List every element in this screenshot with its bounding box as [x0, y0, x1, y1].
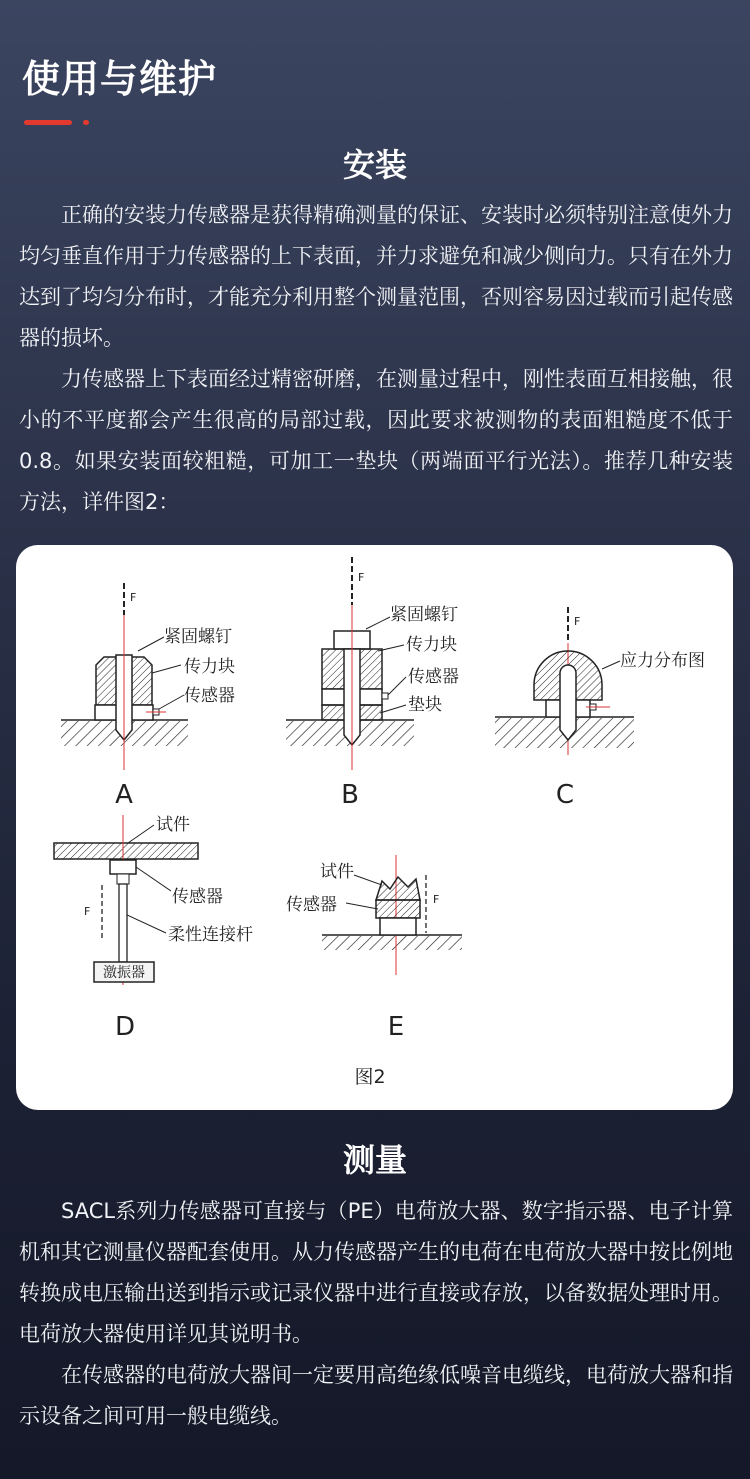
install-paragraph-2: 力传感器上下表面经过精密研磨，在测量过程中，刚性表面互相接触，很小的不平度都会产生很高的局部过载，因此要求被测物的表面粗糙度不低于0.8。如果安装面较粗糙，可加工一垫块（两端面平行光法）。推荐几种安装方法，详件图2：: [19, 367, 733, 514]
measure-paragraph-2: 在传感器的电荷放大器间一定要用高绝缘低噪音电缆线，电荷放大器和指示设备之间可用一般电缆线。: [19, 1363, 733, 1428]
panel-d: [54, 815, 253, 1042]
panel-b-label-screw: 紧固螺钉: [390, 605, 458, 625]
figure-card: [16, 545, 733, 1110]
panel-a-letter: A: [115, 780, 133, 810]
panel-b-label-sensor: 传感器: [408, 667, 459, 687]
panel-d-force-label: F: [84, 905, 91, 918]
page-title: 使用与维护: [22, 57, 218, 101]
panel-c-force-label: F: [574, 615, 581, 628]
panel-b: [286, 557, 459, 810]
panel-e-label-sensor: 传感器: [286, 895, 337, 915]
figure-caption: 图2: [354, 1066, 386, 1088]
panel-a-label-screw: 紧固螺钉: [164, 627, 232, 647]
panel-d-label-exciter: 激振器: [103, 965, 145, 981]
panel-a-label-sensor: 传感器: [184, 686, 235, 706]
panel-e-force-label: F: [433, 893, 440, 906]
panel-a-force-label: F: [130, 591, 137, 604]
panel-d-label-sensor: 传感器: [172, 887, 223, 907]
panel-d-label-specimen: 试件: [156, 815, 190, 835]
panel-b-label-block: 传力块: [406, 635, 457, 655]
panel-a-label-block: 传力块: [184, 657, 235, 677]
panel-b-letter: B: [341, 780, 359, 810]
installation-diagram: [16, 545, 733, 1110]
panel-e: [286, 855, 462, 1042]
panel-a: [61, 583, 235, 810]
panel-e-specimen: [376, 877, 420, 900]
panel-e-letter: E: [387, 1012, 405, 1042]
panel-e-sensor: [376, 900, 420, 918]
measure-heading: 测量: [342, 1141, 407, 1179]
panel-d-rod: [119, 884, 127, 962]
panel-b-force-label: F: [358, 571, 365, 584]
title-underline: [24, 120, 72, 125]
panel-d-label-rod: 柔性连接杆: [168, 925, 253, 945]
panel-c-letter: C: [555, 780, 575, 810]
panel-c: [495, 607, 705, 810]
panel-b-label-pad: 垫块: [408, 695, 442, 715]
install-heading: 安装: [342, 146, 407, 184]
panel-d-specimen: [54, 843, 198, 859]
panel-d-letter: D: [114, 1012, 136, 1042]
title-underline-dot: [83, 120, 89, 125]
panel-e-ground: [322, 936, 462, 950]
panel-e-label-specimen: 试件: [320, 862, 354, 882]
install-paragraph-1: 正确的安装力传感器是获得精确测量的保证、安装时必须特别注意使外力均匀垂直作用于力传感器的上下表面，并力求避免和减少侧向力。只有在外力达到了均匀分布时，才能充分利用整个测量范围，否则容易因过载而引起传感器的损坏。: [19, 203, 733, 350]
panel-c-label-stress: 应力分布图: [620, 651, 705, 671]
panel-d-sensor: [110, 860, 136, 874]
measure-paragraph-1: SACL系列力传感器可直接与（PE）电荷放大器、数字指示器、电子计算机和其它测量仪器配套使用。从力传感器产生的电荷在电荷放大器中按比例地转换成电压输出送到指示或记录仪器中进行直接或存放，以备数据处理时用。电荷放大器使用详见其说明书。: [19, 1199, 733, 1346]
